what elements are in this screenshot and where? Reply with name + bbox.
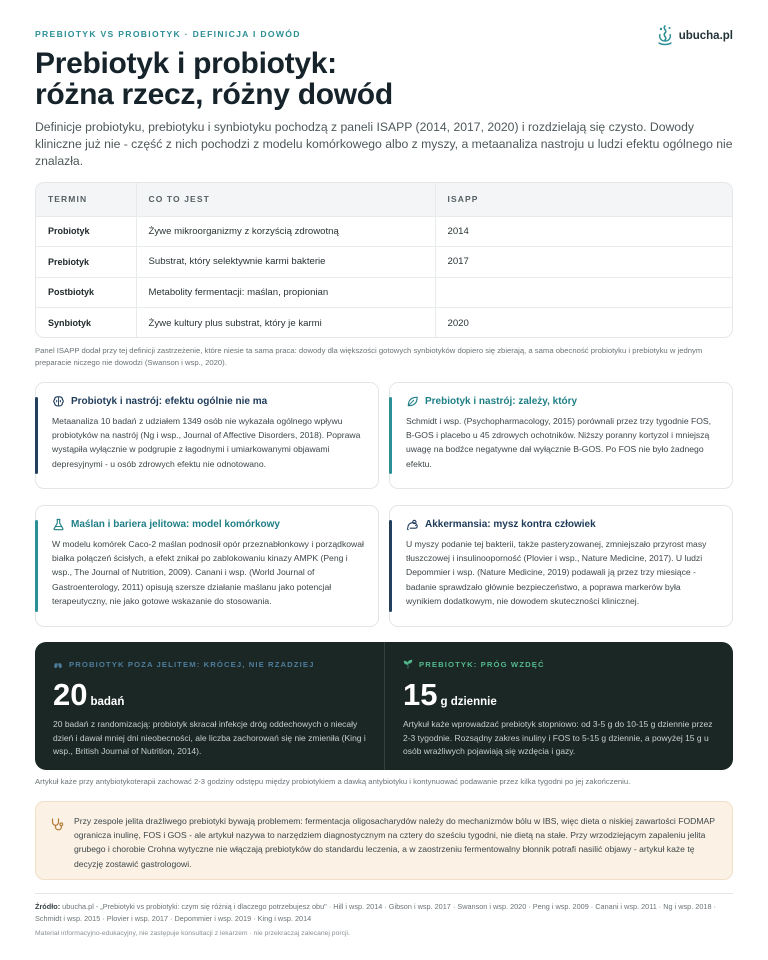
leaf-icon [406,395,419,408]
cell-desc: Żywe kultury plus substrat, który je karmi [136,308,435,339]
column-header-term: TERMIN [48,194,88,205]
brand[interactable] [656,24,733,48]
card-butyrate-barrier [35,505,379,627]
sprout-icon [403,659,413,669]
sources-label: Źródło: [35,902,61,911]
kicker: PREBIOTYK VS PROBIOTYK · DEFINICJA I DOWÓD [35,29,301,39]
table-header-row [36,183,732,216]
mouse-icon [406,518,419,531]
card-probiotic-mood [35,382,379,489]
cell-term: Probiotyk [36,216,136,247]
table-row [36,308,732,339]
card-body: U myszy podanie tej bakterii, także pasteryzowanej, zmniejszało przyrost masy tłuszczowej i insulinooporność (Plovier i wsp., Nature Medicine, 2017). U ludzi Depommier i wsp. (Nature Medicine, 2019) podawali ją przez trzy miesiące - badanie sprawdzało głównie bezpieczeństwo, a poprawa markerów była wynikiem dodatkowym, nie dowodem skuteczności klinicznej. [406,539,707,606]
disclaimer: Materiał informacyjno-edukacyjny, nie zastępuje konsultacji z lekarzem · nie przekraczaj zalecanej porcji. [35,930,350,937]
card-title: Maślan i bariera jelitowa: model komórkowy [71,519,280,530]
card-title: Prebiotyk i nastrój: zależy, który [425,396,578,407]
antibiotic-note: Artykuł każe przy antybiotykoterapii zachować 2-3 godziny odstępu między probiotykiem a dawką antybiotyku i kontynuować podawanie przez kilka tygodni po jej zakończeniu. [35,777,631,786]
table-row [36,216,732,247]
cell-term: Postbiotyk [36,277,136,308]
table-row [36,247,732,278]
stat-value: 15 [403,677,438,712]
column-header-isapp: ISAPP [435,183,732,216]
card-body: Schmidt i wsp. (Psychopharmacology, 2015) porównali przez trzy tygodnie FOS, B-GOS i placebo u 45 zdrowych ochotników. Niższy poranny kortyzol i mniejszą uwagę na bodźce negatywne dał wyłącznie B-GOS. Po FOS nie było żadnego efektu. [406,416,712,469]
cell-isapp: 2020 [435,308,732,339]
ibs-warning-box [35,801,733,880]
warning-text: Przy zespole jelita drażliwego prebiotyki bywają problemem: fermentacja oligosacharydów należy do mechanizmów bólu w IBS, więc dieta o niskiej zawartości FODMAP ogranicza inulinę, FOS i GOS - ale artykuł nazywa to narzędziem diagnostycznym na cztery do sześciu tygodni, nie dietą na stałe. Przy wrzodziejącym zapaleniu jelita grubego i chorobie Crohna wytyczne nie włączają prebiotyków do standardu leczenia, a w zaostrzeniu fermentowalny błonnik potrafi nasilić objawy - artykuł każe tę decyzję zostawić gastrologowi. [74,816,715,869]
stat-bloating-threshold [384,642,733,770]
kombucha-logo-icon [656,24,674,48]
card-title: Probiotyk i nastrój: efektu ogólnie nie ma [71,396,268,407]
sources-text: ubucha.pl - „Prebiotyki vs probiotyki: czym się różnią i dlaczego potrzebujesz obu" · Hill i wsp. 2014 · Gibson i wsp. 2017 · Swanson i wsp. 2020 · Peng i wsp. 2009 · Canani i wsp. 2011 · Ng i wsp. 2018 · Schmidt i wsp. 2015 · Plovier i wsp. 2017 · Depommier i wsp. 2019 · King i wsp. 2014 [35,902,716,924]
title-line-2: różna rzecz, różny dowód [35,78,393,111]
stethoscope-icon [50,817,64,831]
footer-divider [35,893,733,894]
lead-paragraph: Definicje probiotyku, prebiotyku i synbiotyku pochodzą z paneli ISAPP (2014, 2017, 2020) i rozdzielają się czysto. Dowody kliniczne już nie - część z nich pochodzi z modelu komórkowego albo z myszy, a metaanaliza nastroju u ludzi efektu ogólnego nie znalazła. [35,120,733,169]
stat-label: PREBIOTYK: PRÓG WZDĘĆ [419,659,545,669]
cell-isapp: 2017 [435,247,732,278]
stats-panel [35,642,733,770]
cell-term: Synbiotyk [36,308,136,339]
stat-unit: badań [90,696,125,708]
cell-desc: Substrat, który selektywnie karmi bakterie [136,247,435,278]
cell-desc: Żywe mikroorganizmy z korzyścią zdrowotną [136,216,435,247]
cell-isapp: 2014 [435,216,732,247]
column-header-desc: CO TO JEST [136,183,435,216]
stat-text: 20 badań z randomizacją: probiotyk skracał infekcje dróg oddechowych o niecały dzień i dawał mniej dni nieobecności, ale liczba zachorowań się nie zmieniła (King i wsp., British Journal of Nutrition, 2014). [53,719,366,757]
stat-unit: g dziennie [440,696,497,708]
table-note: Panel ISAPP dodał przy tej definicji zastrzeżenie, które niesie ta sama praca: dowody dla większości gotowych synbiotyków dopiero się zbierają, a sama obecność probiotyku i prebiotyku w jednym preparacie niczego nie dowodzi (Swanson i wsp., 2020). [35,346,703,367]
cell-desc: Metabolity fermentacji: maślan, propionian [136,277,435,308]
page-title [35,48,635,110]
sources [35,901,735,925]
card-title: Akkermansia: mysz kontra człowiek [425,519,596,530]
stat-label: PROBIOTYK POZA JELITEM: KRÓCEJ, NIE RZADZIEJ [69,659,315,669]
card-body: W modelu komórek Caco-2 maślan podnosił opór przeznabłonkowy i porządkował białka połączeń ścisłych, a efekt znikał po zablokowaniu kinazy AMPK (Peng i wsp., The Journal of Nutrition, 2009). Canani i wsp. (World Journal of Gastroenterology, 2011) opisują szersze działanie maślanu jako potencjał terapeutyczny, nie jako gotowe wskazanie do stosowania. [52,539,364,606]
flask-icon [52,518,65,531]
stat-text: Artykuł każe wprowadzać prebiotyk stopniowo: od 3-5 g do 10-15 g dziennie przez 2-3 tygodnie. Rozsądny zakres inuliny i FOS to 5-15 g dziennie, a powyżej 15 g u osób wrażliwych pojawiają się wzdęcia i gazy. [403,719,713,757]
stat-value: 20 [53,677,88,712]
card-body: Metaanaliza 10 badań z udziałem 1349 osób nie wykazała ogólnego wpływu probiotyków na nastrój (Ng i wsp., Journal of Affective Disorders, 2018). Poprawa wystąpiła wyłącznie w podgrupie z łagodnymi i umiarkowanymi objawami depresyjnymi - u osób zdrowych efektu nie odnotowano. [52,416,361,469]
cell-isapp [435,277,732,308]
definitions-table [35,182,733,338]
cell-term: Prebiotyk [36,247,136,278]
brand-name: ubucha.pl [678,30,733,42]
title-line-1: Prebiotyk i probiotyk: [35,47,337,80]
card-akkermansia [389,505,733,627]
brain-icon [52,395,65,408]
lungs-icon [53,659,63,669]
table-row [36,277,732,308]
stat-respiratory [35,642,384,770]
card-prebiotic-mood [389,382,733,489]
